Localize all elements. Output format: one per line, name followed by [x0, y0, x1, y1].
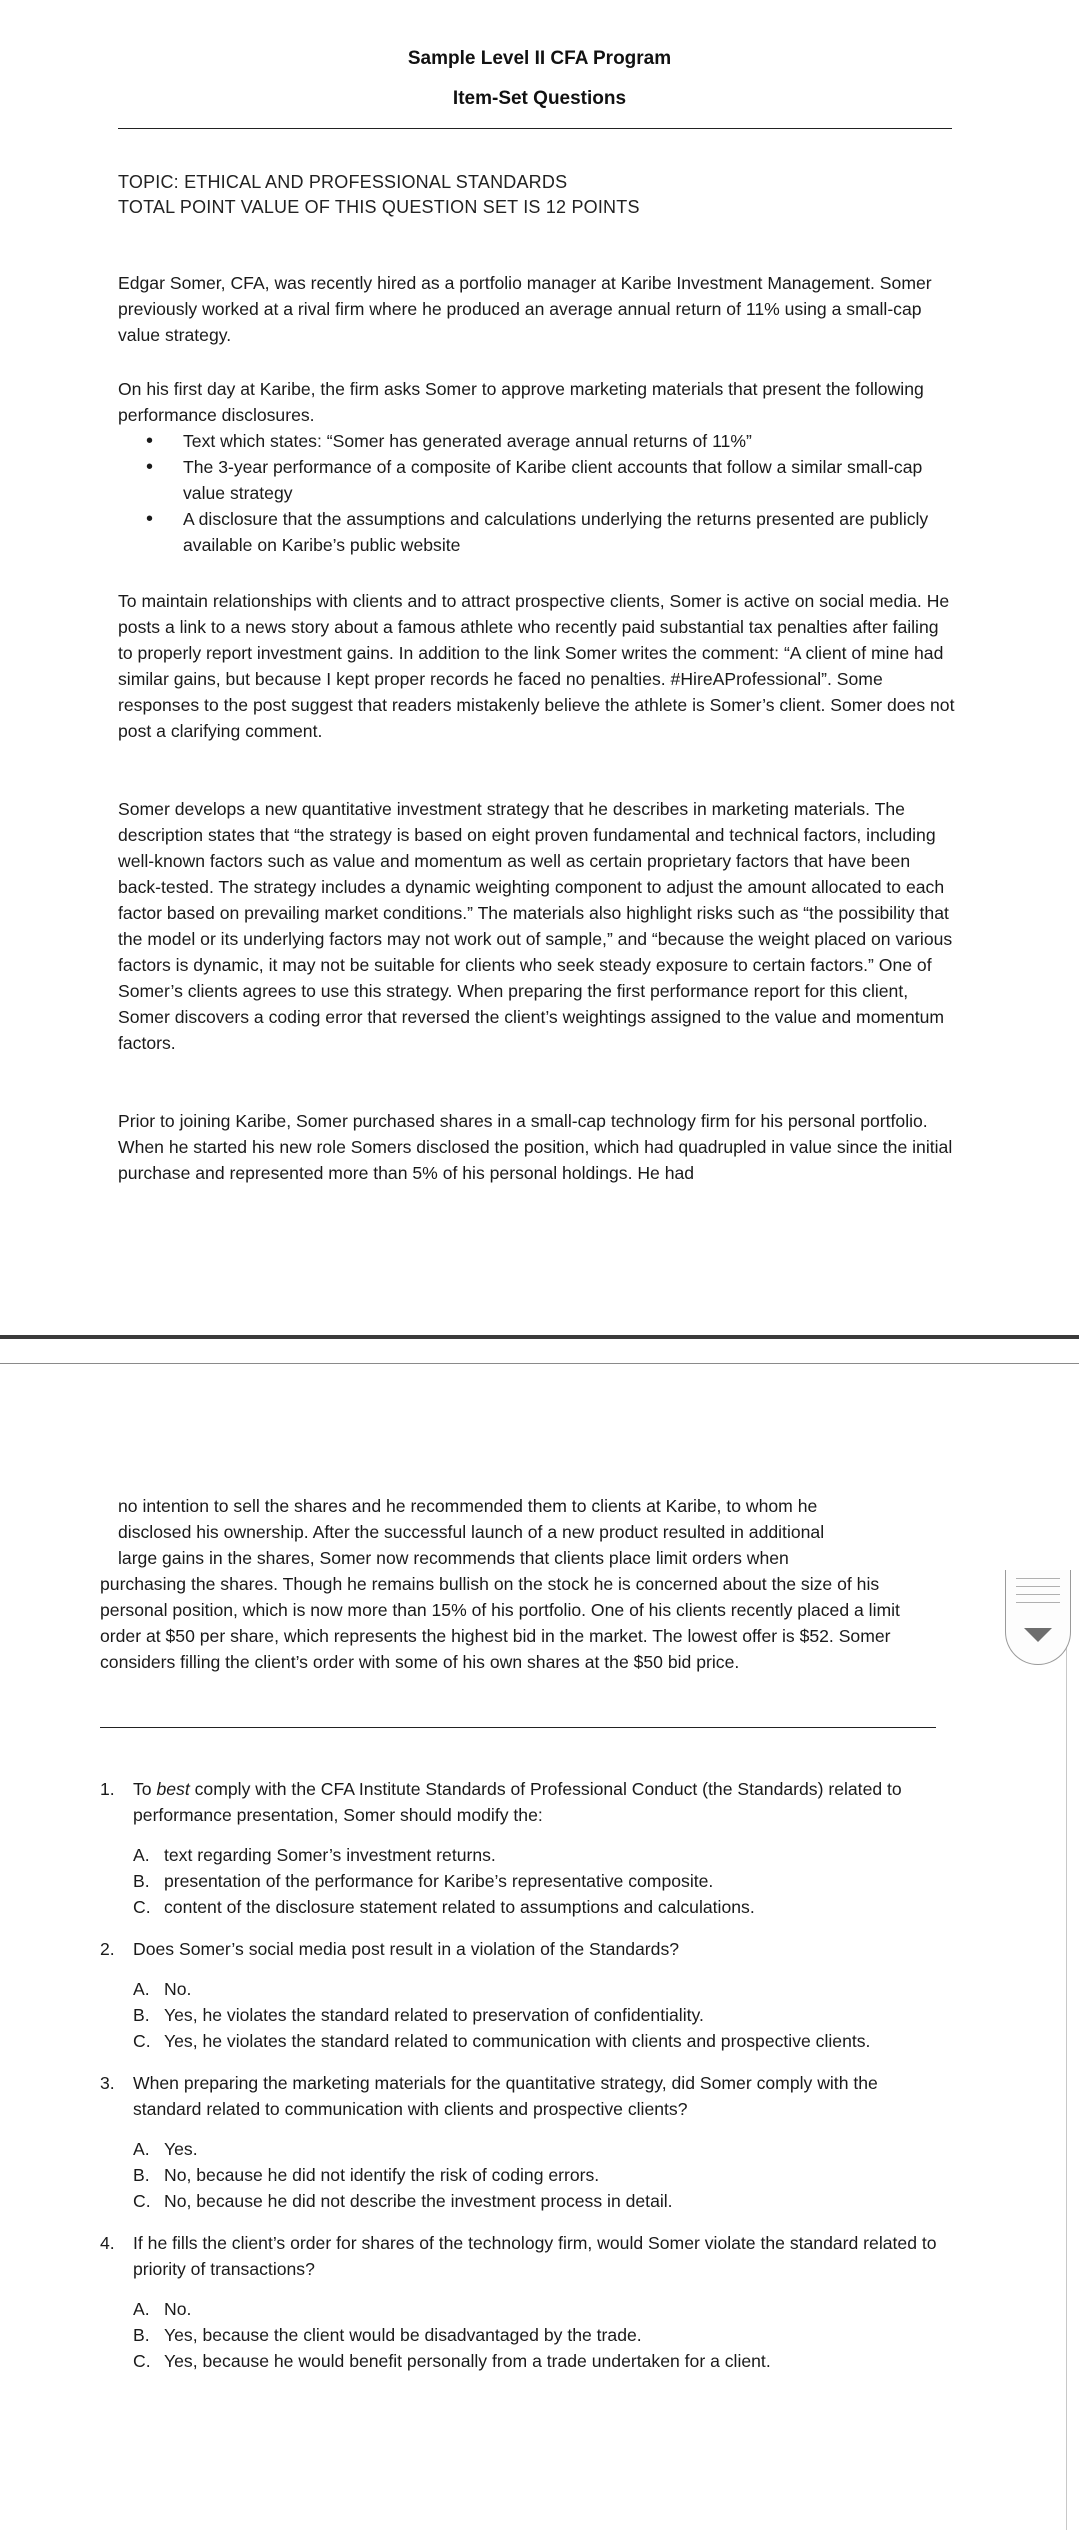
- grip-line: [1016, 1602, 1060, 1603]
- paragraph-text: purchasing the shares. Though he remains bullish on the stock he is concerned about the size of his personal position, which is now more than 15% of his portfolio. One of his clients recently placed a limit order at $50 per share, which represents the highest bid in the market. The lowest offer is $52. Somer considers filling the client’s order with some of his own shares at the $50 bid price.: [100, 1574, 900, 1672]
- question-2: [100, 1936, 940, 2054]
- answer-option-a[interactable]: [133, 2296, 940, 2322]
- answer-option-b[interactable]: [133, 1868, 940, 1894]
- answer-option-b[interactable]: [133, 2162, 940, 2188]
- answer-options: [133, 1976, 940, 2054]
- question-number: 4.: [100, 2233, 115, 2253]
- grip-line: [1016, 1594, 1060, 1595]
- document-subtitle: Item-Set Questions: [452, 88, 627, 109]
- option-letter: A.: [133, 2299, 150, 2319]
- option-text: Yes.: [164, 2139, 198, 2159]
- page-break: [0, 1335, 1079, 1364]
- option-text: presentation of the performance for Karibe’s representative composite.: [164, 1871, 714, 1891]
- vignette-paragraph-1: Edgar Somer, CFA, was recently hired as a portfolio manager at Karibe Investment Management. Somer previously worked at a rival firm where he produced an average annual return of 11% using a small-cap value strategy.: [118, 273, 932, 345]
- page-scroll-control[interactable]: [1005, 1570, 1071, 1665]
- vignette-paragraph-6: [100, 1493, 940, 1675]
- option-text: Yes, because the client would be disadvantaged by the trade.: [164, 2325, 642, 2345]
- answer-option-a[interactable]: [133, 1976, 940, 2002]
- question-stem: When preparing the marketing materials for the quantitative strategy, did Somer comply with the standard related to communication with clients and prospective clients?: [133, 2073, 878, 2119]
- option-letter: C.: [133, 2031, 151, 2051]
- list-item: • The 3-year performance of a composite of Karibe client accounts that follow a similar small-cap value strategy: [118, 454, 958, 506]
- grip-line: [1016, 1586, 1060, 1587]
- question-stem: [133, 1776, 940, 1828]
- option-text: No.: [164, 1979, 192, 1999]
- question-number: 2.: [100, 1939, 115, 1959]
- answer-options: [133, 1842, 940, 1920]
- answer-option-c[interactable]: [133, 1894, 940, 1920]
- option-letter: A.: [133, 2139, 150, 2159]
- answer-option-c[interactable]: [133, 2348, 940, 2374]
- question-text: comply with the CFA Institute Standards of Professional Conduct (the Standards) related to performance presentation, Somer should modify the:: [133, 1779, 902, 1825]
- option-text: No.: [164, 2299, 192, 2319]
- option-letter: C.: [133, 2351, 151, 2371]
- option-text: Yes, he violates the standard related to communication with clients and prospective clients.: [164, 2031, 871, 2051]
- question-4: [100, 2230, 940, 2374]
- option-letter: C.: [133, 2191, 151, 2211]
- option-text: content of the disclosure statement related to assumptions and calculations.: [164, 1897, 755, 1917]
- option-text: text regarding Somer’s investment returns.: [164, 1845, 496, 1865]
- paragraph-line: no intention to sell the shares and he recommended them to clients at Karibe, to whom he: [118, 1496, 818, 1516]
- answer-option-b[interactable]: [133, 2322, 940, 2348]
- question-number: 1.: [100, 1779, 115, 1799]
- grip-line: [1016, 1578, 1060, 1579]
- option-text: No, because he did not identify the risk of coding errors.: [164, 2165, 600, 2185]
- option-text: Yes, because he would benefit personally from a trade undertaken for a client.: [164, 2351, 771, 2371]
- question-list: [100, 1776, 940, 2390]
- list-item: • Text which states: “Somer has generated average annual returns of 11%”: [118, 428, 958, 454]
- question-stem: If he fills the client’s order for shares of the technology firm, would Somer violate the standard related to priority of transactions?: [133, 2233, 937, 2279]
- option-text: No, because he did not describe the investment process in detail.: [164, 2191, 673, 2211]
- vignette-paragraph-5: Prior to joining Karibe, Somer purchased shares in a small-cap technology firm for his personal portfolio. When he started his new role Somers disclosed the position, which had quadrupled in value since the initial purchase and represented more than 5% of his personal holdings. He had: [118, 1111, 953, 1183]
- points-line: TOTAL POINT VALUE OF THIS QUESTION SET IS 12 POINTS: [118, 197, 640, 217]
- vignette-paragraph-4: Somer develops a new quantitative investment strategy that he describes in marketing materials. The description states that “the strategy is based on eight proven fundamental and technical factors, including well-known factors such as value and momentum as well as certain proprietary factors that have been back-tested. The strategy includes a dynamic weighting component to adjust the amount allocated to each factor based on prevailing market conditions.” The materials also highlight risks such as “the possibility that the model or its underlying factors may not work out of sample,” and “because the weight placed on various factors is dynamic, it may not be suitable for clients who seek steady exposure to certain factors.” One of Somer’s clients agrees to use this strategy. When preparing the first performance report for this client, Somer discovers a coding error that reversed the client’s weightings assigned to the value and momentum factors.: [118, 799, 953, 1053]
- disclosure-list: [118, 428, 958, 558]
- option-letter: A.: [133, 1979, 150, 1999]
- vignette-paragraph-2: On his first day at Karibe, the firm asks Somer to approve marketing materials that present the following performance disclosures.: [118, 379, 924, 425]
- paragraph-line: disclosed his ownership. After the successful launch of a new product resulted in additional: [118, 1522, 825, 1542]
- option-letter: B.: [133, 2165, 150, 2185]
- question-3: [100, 2070, 940, 2214]
- question-text: To: [133, 1779, 157, 1799]
- vignette-paragraph-3: To maintain relationships with clients and to attract prospective clients, Somer is active on social media. He posts a link to a news story about a famous athlete who recently paid substantial tax penalties after failing to properly report investment gains. In addition to the link Somer writes the comment: “A client of mine had similar gains, but because I kept proper records he faced no penalties. #HireAProfessional”. Some responses to the post suggest that readers mistakenly believe the athlete is Somer’s client. Somer does not post a clarifying comment.: [118, 591, 955, 741]
- header-divider: [118, 128, 952, 129]
- list-item: • A disclosure that the assumptions and calculations underlying the returns presented are publicly available on Karibe’s public website: [118, 506, 958, 558]
- option-letter: B.: [133, 1871, 150, 1891]
- question-stem: Does Somer’s social media post result in a violation of the Standards?: [133, 1939, 680, 1959]
- paragraph-line: large gains in the shares, Somer now recommends that clients place limit orders when: [118, 1548, 789, 1568]
- viewer-edge: [1066, 1570, 1067, 2530]
- option-letter: B.: [133, 2005, 150, 2025]
- question-number: 3.: [100, 2073, 115, 2093]
- answer-options: [133, 2136, 940, 2214]
- answer-option-a[interactable]: [133, 2136, 940, 2162]
- answer-option-a[interactable]: [133, 1842, 940, 1868]
- questions-divider: [100, 1727, 936, 1728]
- answer-options: [133, 2296, 940, 2374]
- question-emphasis: best: [156, 1779, 190, 1799]
- option-letter: C.: [133, 1897, 151, 1917]
- option-letter: A.: [133, 1845, 150, 1865]
- answer-option-c[interactable]: [133, 2188, 940, 2214]
- option-text: Yes, he violates the standard related to preservation of confidentiality.: [164, 2005, 704, 2025]
- answer-option-b[interactable]: [133, 2002, 940, 2028]
- option-letter: B.: [133, 2325, 150, 2345]
- chevron-down-icon[interactable]: [1024, 1628, 1052, 1642]
- document-title: Sample Level II CFA Program: [407, 48, 672, 69]
- topic-line: TOPIC: ETHICAL AND PROFESSIONAL STANDARDS: [118, 172, 568, 192]
- question-1: [100, 1776, 940, 1920]
- answer-option-c[interactable]: [133, 2028, 940, 2054]
